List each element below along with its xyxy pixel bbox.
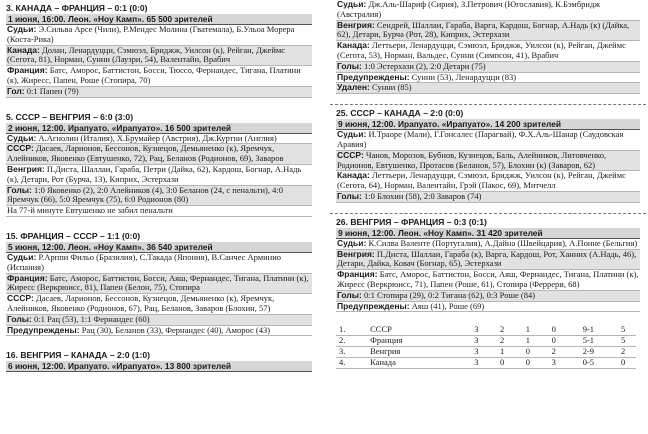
detail-label: Судьи:	[7, 132, 37, 143]
standings-cell: 9-1	[567, 325, 611, 335]
match-info: 2 июня, 12:00. Ирапуато. «Ирапуато». 16 500 зрителей	[6, 123, 312, 134]
match-detail-line	[336, 41, 640, 62]
match-detail-line	[336, 21, 640, 42]
match-info: 9 июня, 12:00. Леон. «Ноу Камп». 31 420 зрителей	[336, 228, 640, 239]
standings-cell: 2-9	[567, 346, 611, 357]
standings-cell: 3	[463, 325, 489, 335]
match-detail-line	[6, 144, 312, 165]
standings-cell: 1	[515, 336, 541, 347]
detail-label: Предупреждены:	[7, 324, 80, 335]
detail-text: Дж.Аль-Шариф (Сирия), З.Петрович (Югославия), К.Бэмбридж (Австралия)	[337, 0, 601, 19]
detail-text: Аяш (41), Роше (69)	[409, 300, 485, 311]
standings-row	[336, 336, 636, 347]
match-detail-line	[336, 171, 640, 192]
standings-cell: 2	[541, 346, 567, 357]
detail-text: Рац (30), Беланов (33), Фернандес (40), Аморос (43)	[79, 324, 271, 335]
detail-text: Сунни (85)	[369, 82, 412, 93]
detail-text: А.Агнолин (Италия), Х.Брумайер (Австрия), Дж.Куртни (Англия)	[36, 132, 277, 143]
detail-label: Франция:	[7, 272, 48, 283]
match-detail-line	[6, 46, 312, 67]
standings-cell: СССР	[367, 325, 463, 335]
detail-text: 0:1 Папен (79)	[24, 85, 79, 96]
standings-cell: 2	[489, 325, 515, 335]
standings-cell: 0	[489, 357, 515, 368]
match-block	[336, 0, 640, 94]
match-detail-line	[336, 302, 640, 313]
section-separator	[0, 336, 318, 347]
standings-cell: 1.	[336, 325, 367, 335]
match-title: 15. ФРАНЦИЯ – СССР – 1:1 (0:0)	[6, 230, 141, 241]
detail-text: П.Диста, Шаллаи, Гараба, Петри (Дайка, 62), Кардош, Богнар, А.Надь (к), Детари, Рот (Бурча, 13), Киприх, Эстерхази	[7, 163, 302, 184]
match-info: 1 июня, 16:00. Леон. «Ноу Камп». 65 500 зрителей	[6, 14, 312, 25]
standings-cell: 4.	[336, 357, 367, 368]
match-block	[6, 109, 312, 217]
match-detail-line	[6, 87, 312, 98]
group-standings-table	[336, 325, 636, 368]
match-title: 16. ВЕНГРИЯ – КАНАДА – 2:0 (1:0)	[6, 350, 151, 361]
match-detail-line	[336, 270, 640, 291]
match-detail-line	[336, 83, 640, 94]
detail-label: Франция:	[7, 65, 48, 76]
match-detail-line	[336, 0, 640, 21]
standings-cell: 0	[541, 336, 567, 347]
match-block	[6, 228, 312, 336]
detail-label: Голы:	[337, 60, 362, 71]
match-title: 26. ВЕНГРИЯ – ФРАНЦИЯ – 0:3 (0:1)	[336, 216, 487, 227]
standings-cell: 3	[541, 357, 567, 368]
section-separator	[330, 312, 646, 323]
left-column	[0, 0, 318, 372]
detail-text: К.Силва Валенте (Португалия), А.Дайна (Швейцария), А.Понне (Бельгия)	[366, 237, 638, 248]
standings-cell: Франция	[367, 336, 463, 347]
standings-cell: 0-5	[567, 357, 611, 368]
match-detail-line	[336, 192, 640, 203]
standings-cell: 2.	[336, 336, 367, 347]
detail-label: Судьи:	[337, 0, 367, 9]
detail-text: 0:1 Стопира (29), 0:2 Тигана (62), 0:3 Роше (84)	[361, 289, 536, 300]
match-detail-line	[6, 206, 312, 217]
detail-text: Сунни (53), Ленардуцци (83)	[409, 71, 517, 82]
detail-text: Э.Сильва Арсе (Чили), Р.Мендес Молина (Гватемала), Б.Ульоа Морера (Коста-Рика)	[7, 24, 295, 44]
match-block	[336, 105, 640, 203]
detail-label: Предупреждены:	[337, 300, 410, 311]
standings-cell: 5	[610, 325, 636, 335]
detail-label: Франция:	[337, 269, 378, 280]
detail-text: Батс, Аморос, Баттистон, Босси, Аяш, Фернандес, Тигана, Платини (к), Жиресс (Веркрюисс, 71), Папен (Роше, 61), Стопира (Феррери, 68)	[337, 269, 639, 289]
standings-cell: Венгрия	[367, 346, 463, 357]
detail-label: Голы:	[7, 184, 32, 195]
detail-label: Венгрия:	[337, 248, 375, 259]
detail-label: Судьи:	[7, 24, 37, 34]
detail-text: 1:0 Яковенко (2), 2:0 Алейников (4), 3:0 Беланов (24, с пенальти), 4:0 Яремчук (66), 5:0 Яремчук (75), 6:0 Родионов (80)	[7, 184, 283, 205]
detail-text: Батс, Аморос, Баттистон, Босси, Аяш, Фернандес, Тигана, Платини (к), Жиресс (Веркрюисс, 81), Папен (Белон, 75), Стопира	[7, 272, 309, 293]
standings-row	[336, 357, 636, 368]
match-info: 5 июня, 12:00. Леон. «Ноу Камп». 36 540 зрителей	[6, 242, 312, 253]
match-block	[6, 347, 312, 372]
detail-label: Венгрия:	[337, 19, 375, 30]
detail-label: Канада:	[337, 170, 370, 181]
detail-text: Леттьери, Ленардуцци, Сэмюэл, Бриджж, Уилсон (к), Рейган, Джеймс (Сегота, 64), Норман, Валентайн, Грэй (Пакос, 69), Митчелл	[337, 170, 626, 191]
standings-cell: 1	[489, 346, 515, 357]
detail-label: Канада:	[337, 40, 370, 51]
section-separator	[330, 94, 646, 105]
detail-label: Голы:	[7, 313, 32, 324]
detail-text: Сендрей, Шаллаи, Гараба, Варга, Кардош, Богнар, А.Надь (к) (Дайка, 62), Детари, Бурча (Рот, 28), Киприх, Эстерхази	[337, 19, 630, 40]
standings-cell: Канада	[367, 357, 463, 368]
match-detail-line	[6, 25, 312, 46]
standings-cell: 0	[515, 346, 541, 357]
detail-label: СССР:	[7, 293, 34, 304]
match-title: 3. КАНАДА – ФРАНЦИЯ – 0:1 (0:0)	[6, 3, 148, 13]
detail-label: СССР:	[337, 149, 364, 160]
match-info: 9 июня, 12:00. Ирапуато. «Ирапуато». 14 200 зрителей	[336, 119, 640, 130]
detail-label: Удален:	[337, 82, 370, 93]
match-detail-line	[6, 165, 312, 186]
detail-text: И.Траоре (Мали), Г.Гонсалес (Парагвай), Ф.Х.Аль-Шанар (Саудовская Аравия)	[337, 129, 624, 149]
standings-cell: 3	[463, 357, 489, 368]
match-detail-line	[6, 294, 312, 315]
detail-label: Предупреждены:	[337, 71, 410, 82]
detail-text: Дасаев, Ларионов, Бессонов, Кузнецов, Демьяненко (к), Яремчук, Алейников, Яковенко (Евтушенко, 72), Рац, Беланов (Родионов, 69), Заваров	[7, 143, 284, 164]
detail-label: Канада:	[7, 44, 40, 55]
standings-cell: 3.	[336, 346, 367, 357]
standings-row	[336, 325, 636, 335]
detail-text: 1:0 Блохин (58), 2:0 Заваров (74)	[361, 190, 482, 201]
standings-cell: 3	[463, 346, 489, 357]
match-detail-line	[6, 186, 312, 207]
match-detail-line	[6, 253, 312, 274]
detail-label: Голы:	[337, 190, 362, 201]
standings-cell: 0	[610, 357, 636, 368]
standings-cell: 3	[463, 336, 489, 347]
detail-text: Чанов, Морозов, Бубнов, Кузнецов, Баль, Алейников, Литовченко, Родионов, Евтушенко, Протасов (Беланов, 57), Блохин (к) (Заваров, 62)	[337, 149, 607, 170]
detail-text: Р.Арппи Фильо (Бразилия), С.Такада (Япония), В.Санчес Арминио (Испания)	[7, 251, 282, 272]
detail-label: Судьи:	[337, 237, 367, 248]
detail-label: Судьи:	[337, 129, 367, 140]
detail-label: Венгрия:	[7, 163, 45, 174]
section-separator	[0, 217, 318, 228]
standings-cell: 2	[610, 346, 636, 357]
standings-cell: 2	[489, 336, 515, 347]
match-detail-line	[336, 130, 640, 151]
detail-text: П.Диста, Шаллаи, Гараба (к), Варга, Кардош, Рот, Ханних (А.Надь, 46), Детари, Дайка, Ковач (Богнар, 65), Эстерхази	[337, 248, 637, 269]
detail-label: Гол:	[7, 85, 25, 96]
standings-cell: 1	[515, 325, 541, 335]
detail-text: Батс, Аморос, Баттистон, Босси, Тюссо, Фернандес, Тигана, Платини (к), Жиресс, Папен, Роше (Стопира, 70)	[7, 65, 301, 85]
section-separator	[330, 203, 646, 214]
standings-row	[336, 346, 636, 357]
match-info: 6 июня, 12:00. Ирапуато. «Ирапуато». 13 800 зрителей	[6, 361, 312, 372]
detail-label: СССР:	[7, 143, 34, 154]
standings-cell: 5	[610, 336, 636, 347]
match-block	[336, 214, 640, 313]
standings-cell: 0	[541, 325, 567, 335]
detail-text: Леттьери, Ленардуцци, Сэмюэл, Бриджж, Уилсон (к), Рейган, Джеймс (Сегота, 53), Норман, Вальдес, Сунни (Симпсон, 41), Врабич	[337, 40, 626, 60]
section-separator	[0, 98, 318, 109]
standings-cell: 5-1	[567, 336, 611, 347]
right-column	[330, 0, 646, 369]
detail-text: На 77-й минуте Евтушенко не забил пенальти	[7, 205, 173, 216]
detail-label: Судьи:	[7, 251, 37, 262]
match-block	[6, 0, 312, 98]
match-detail-line	[6, 66, 312, 87]
standings-cell: 0	[515, 357, 541, 368]
match-title: 5. СССР – ВЕНГРИЯ – 6:0 (3:0)	[6, 111, 134, 122]
detail-text: 1:0 Эстерхази (2), 2:0 Детари (75)	[361, 60, 486, 71]
match-detail-line	[336, 250, 640, 271]
match-detail-line	[6, 274, 312, 295]
match-detail-line	[6, 326, 312, 337]
detail-label: Голы:	[337, 289, 362, 300]
detail-text: 0:1 Рац (53), 1:1 Фернандес (60)	[31, 313, 150, 324]
match-title: 25. СССР – КАНАДА – 2:0 (0:0)	[336, 108, 464, 119]
detail-text: Долан, Ленардуцци, Сэмюэл, Бриджж, Уилсон (к), Рейган, Джеймс (Сегота, 81), Норман, Сунни (Лаузри, 54), Валентайн, Врабич	[7, 44, 286, 65]
detail-text: Дасаев, Ларионов, Бессонов, Кузнецов, Демьяненко (к), Яремчук, Алейников, Яковенко (Родионов, 67), Рац, Беланов, Заваров (Блохин, 57)	[7, 293, 275, 313]
match-detail-line	[336, 151, 640, 172]
